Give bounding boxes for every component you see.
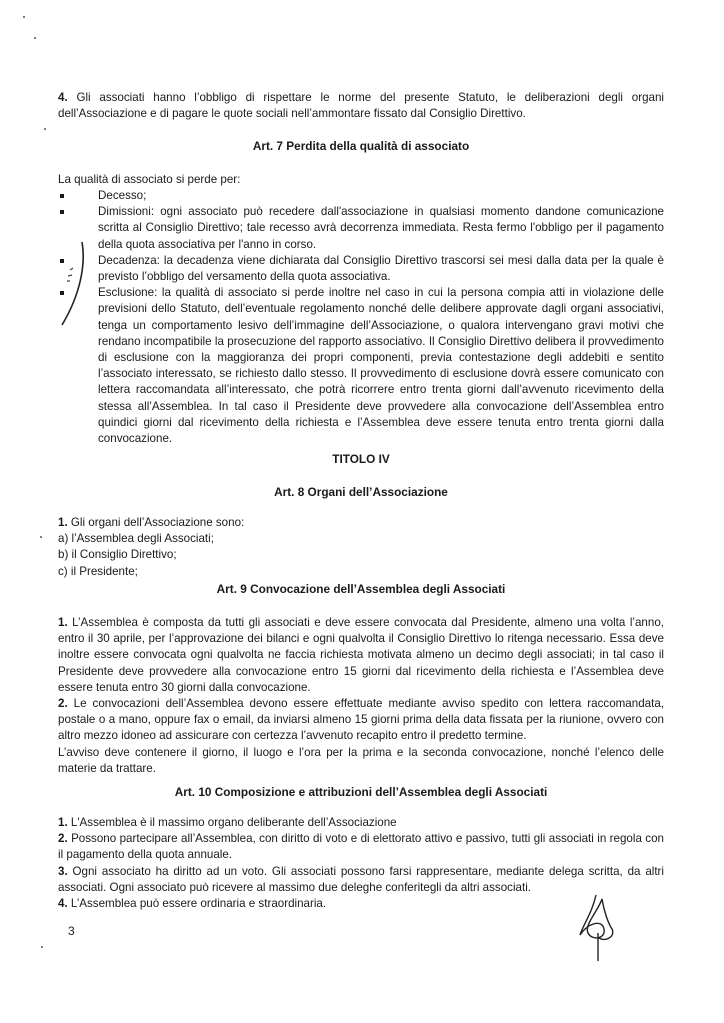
list-item: Esclusione: la qualità di associato si perde inoltre nel caso in cui la persona compia atti in violazione delle previsioni dello Statuto, dell’eventuale regolamento nonché delle delibere approvate dagli organi associativi, tenga un comportamento lesivo dell’immagine dell’Associazione, o qualora intervengano gravi motivi che rendano incompatibile la prosecuzione del rapporto associativo. Il Consiglio Direttivo delibera il provvedimento di esclusione con la maggioranza dei propri componenti, previa contestazione degli addebiti e sentito l’associato interessato, se richiesto dallo stesso. Il provvedimento di esclusione dovrà essere comunicato con lettera raccomandata all’interessato, che potrà ricorrere entro trenta giorni dall’avvenuto ricevimento della stessa all’Assemblea. In tal caso il Presidente deve provvedere alla convocazione dell’Assemblea entro quindici giorni dal ricevimento della richiesta e l’Assemblea deve essere tenuta entro trenta giorni dalla convocazione. bbox=[58, 285, 664, 447]
scan-speck bbox=[40, 536, 42, 538]
list-item: a) l’Assemblea degli Associati; bbox=[58, 532, 214, 546]
art9-title: Art. 9 Convocazione dell’Assemblea degli Associati bbox=[216, 582, 506, 596]
art6-clause-4 bbox=[58, 90, 664, 122]
art8-body: 1. Gli organi dell’Associazione sono: a) l’Assemblea degli Associati; b) il Consiglio Direttivo; c) il Presidente; bbox=[58, 515, 664, 580]
scan-speck bbox=[41, 946, 43, 948]
clause: 3. Ogni associato ha diritto ad un voto. Gli associati possono farsi rappresentare, mediante delega scritta, da altri associati. Ogni associato può ricevere al massimo due deleghe conferitegli da altri associati. bbox=[58, 864, 664, 894]
clause-number: 1. bbox=[58, 616, 68, 629]
clause-note: L’avviso deve contenere il giorno, il luogo e l’ora per la prima e la seconda convocazione, nonché l’elenco delle materie da trattare. bbox=[58, 745, 664, 775]
clause-number: 4. bbox=[58, 91, 68, 104]
clause-number: 4. bbox=[58, 897, 68, 911]
clause: 4. L’Assemblea può essere ordinaria e straordinaria. bbox=[58, 897, 327, 911]
list-item: c) il Presidente; bbox=[58, 564, 138, 578]
page-number: 3 bbox=[68, 924, 75, 938]
square-bullet-icon bbox=[60, 194, 64, 198]
list-item: b) il Consiglio Direttivo; bbox=[58, 548, 177, 562]
list-item: Decadenza: la decadenza viene dichiarata dal Consiglio Direttivo trascorsi sei mesi dalla data per la quale è previsto l’obbligo del versamento della quota associativa. bbox=[58, 253, 664, 285]
clause: 1. L'Assemblea è il massimo organo deliberante dell’Associazione bbox=[58, 816, 397, 829]
handwritten-signature-icon bbox=[574, 893, 624, 963]
clause-number: 1. bbox=[58, 816, 68, 829]
art7-intro: La qualità di associato si perde per: bbox=[58, 173, 241, 186]
clause: 2. Le convocazioni dell’Assemblea devono essere effettuate mediante avviso spedito con lettera raccomandata, postale o a mano, oppure fax o email, da inviarsi almeno 15 giorni prima della data fissata per la riunione, ovvero con altro mezzo idoneo ad assicurare con certezza l’avvenuto recapito entro il predetto termine. bbox=[58, 697, 664, 743]
handwritten-margin-mark-icon bbox=[58, 240, 88, 330]
titolo-heading: TITOLO IV bbox=[332, 452, 390, 466]
square-bullet-icon bbox=[60, 210, 64, 214]
list-item: Decesso; bbox=[58, 188, 664, 204]
list-item: Dimissioni: ogni associato può recedere dall'associazione in qualsiasi momento dandone comunicazione scritta al Consiglio Direttivo; tale recesso avrà decorrenza immediata. Resta fermo l'obbligo per il pagamento della quota associativa per l'anno in corso. bbox=[58, 204, 664, 253]
clause-number: 2. bbox=[58, 832, 68, 846]
clause-number: 1. bbox=[58, 516, 68, 529]
art8-title: Art. 8 Organi dell’Associazione bbox=[274, 485, 448, 499]
art7-list bbox=[58, 188, 664, 447]
clause: 1. L’Assemblea è composta da tutti gli associati e deve essere convocata dal Presidente, almeno una volta l’anno, entro il 30 aprile, per l’approvazione dei bilanci e ogni qualvolta il Consiglio Direttivo lo ritenga necessario. Essa deve inoltre essere convocata ogni qualvolta ne faccia richiesta motivata almeno un decimo degli associati; in tal caso il Presidente deve provvedere alla convocazione entro 15 giorni dal ricevimento della richiesta e l’Assemblea deve essere tenuta entro 30 giorni dalla convocazione. bbox=[58, 616, 664, 694]
scan-speck bbox=[34, 37, 36, 39]
art7-title: Art. 7 Perdita della qualità di associato bbox=[252, 139, 470, 153]
clause: 2. Possono partecipare all’Assemblea, con diritto di voto e di elettorato attivo e passivo, tutti gli associati in regola con il pagamento della quota annuale. bbox=[58, 832, 664, 862]
clause-number: 3. bbox=[58, 864, 68, 878]
clause-text: Gli associati hanno l’obbligo di rispettare le norme del presente Statuto, le deliberazioni degli organi dell’Associazione e di pagare le quote sociali nell’ammontare fissato dal Consiglio Direttivo. bbox=[58, 91, 664, 121]
art9-body bbox=[58, 615, 664, 777]
scan-speck bbox=[23, 16, 25, 18]
art10-title: Art. 10 Composizione e attribuzioni dell’Assemblea degli Associati bbox=[174, 785, 548, 799]
clause-number: 2. bbox=[58, 697, 68, 711]
scan-speck bbox=[44, 128, 46, 130]
